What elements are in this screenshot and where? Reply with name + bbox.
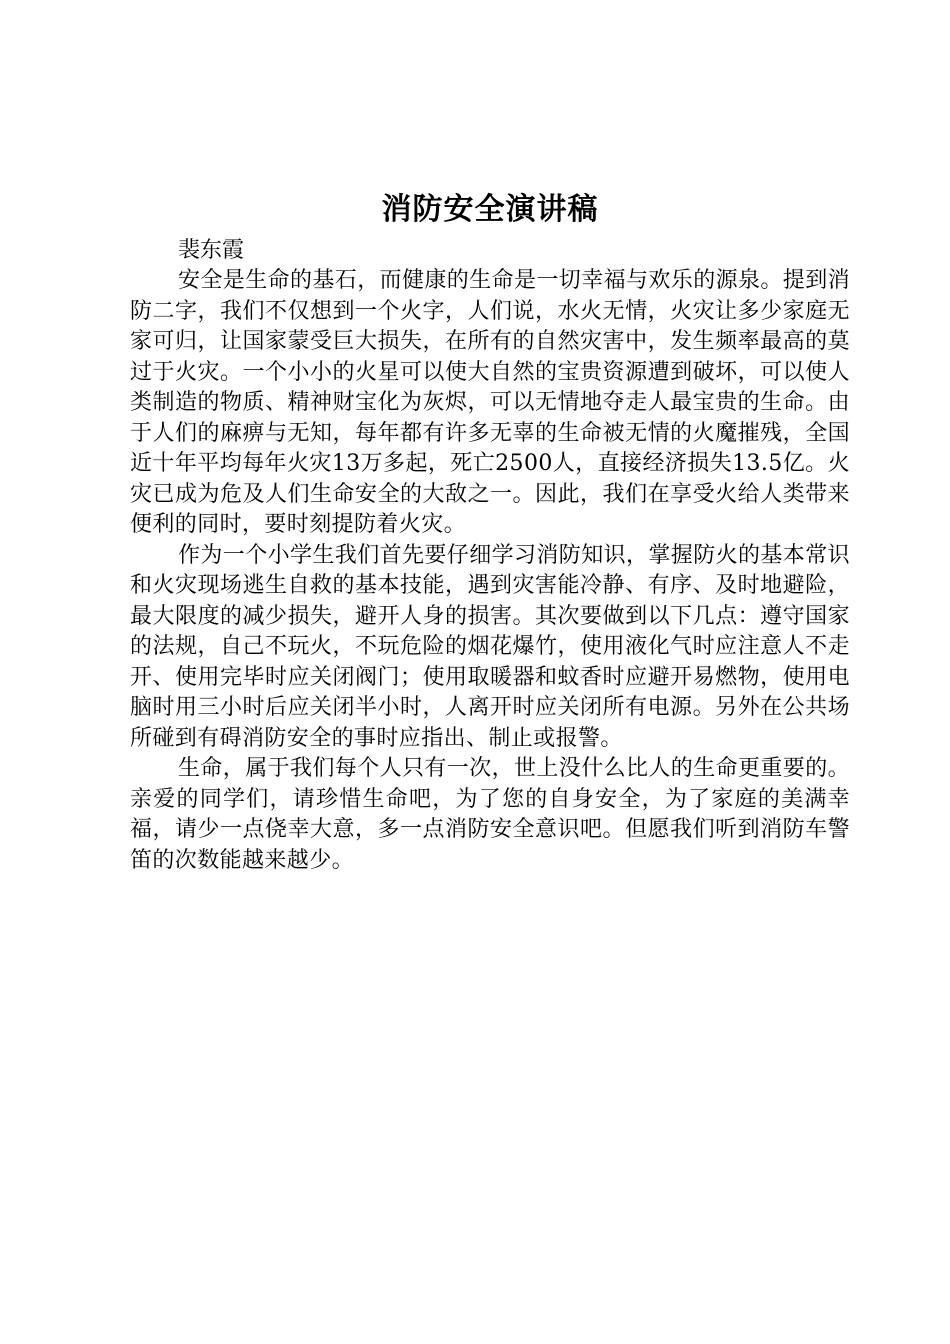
author-name: 裴东霞 bbox=[178, 238, 245, 263]
page-title: 消防安全演讲稿 bbox=[381, 192, 599, 227]
paragraph-intro: 安全是生命的基石，而健康的生命是一切幸福与欢乐的源泉。提到消防二字，我们不仅想到一个火字，人们说，水火无情，火灾让多少家庭无家可归，让国家蒙受巨大损失，在所有的自然灾害中，发生频率最高的莫过于火灾。一个小小的火星可以使大自然的宝贵资源遭到破坏，可以使人类制造的物质、精神财宝化为灰烬，可以无情地夺走人最宝贵的生命。由于人们的麻痹与无知，每年都有许多无辜的生命被无情的火魔摧残，全国近十年平均每年火灾13万多起，死亡2500人，直接经济损失13.5亿。火灾已成为危及人们生命安全的大敌之一。因此，我们在享受火给人类带来便利的同时，要时刻提防着火灾。 bbox=[130, 268, 851, 537]
document-body bbox=[130, 188, 850, 876]
paragraph-conclusion: 生命，属于我们每个人只有一次，世上没什么比人的生命更重要的。亲爱的同学们，请珍惜生命吧，为了您的自身安全，为了家庭的美满幸福，请少一点侥幸大意，多一点消防安全意识吧。但愿我们听到消防车警笛的次数能越来越少。 bbox=[130, 756, 851, 873]
paragraph-student-actions: 作为一个小学生我们首先要仔细学习消防知识，掌握防火的基本常识和火灾现场逃生自救的基本技能，遇到灾害能冷静、有序、及时地避险，最大限度的减少损失，避开人身的损害。其次要做到以下几点：遵守国家的法规，自己不玩火，不玩危险的烟花爆竹，使用液化气时应注意人不走开、使用完毕时应关闭阀门；使用取暖器和蚊香时应避开易燃物，使用电脑时用三小时后应关闭半小时，人离开时应关闭所有电源。另外在公共场所碰到有碍消防安全的事时应指出、制止或报警。 bbox=[130, 542, 851, 751]
